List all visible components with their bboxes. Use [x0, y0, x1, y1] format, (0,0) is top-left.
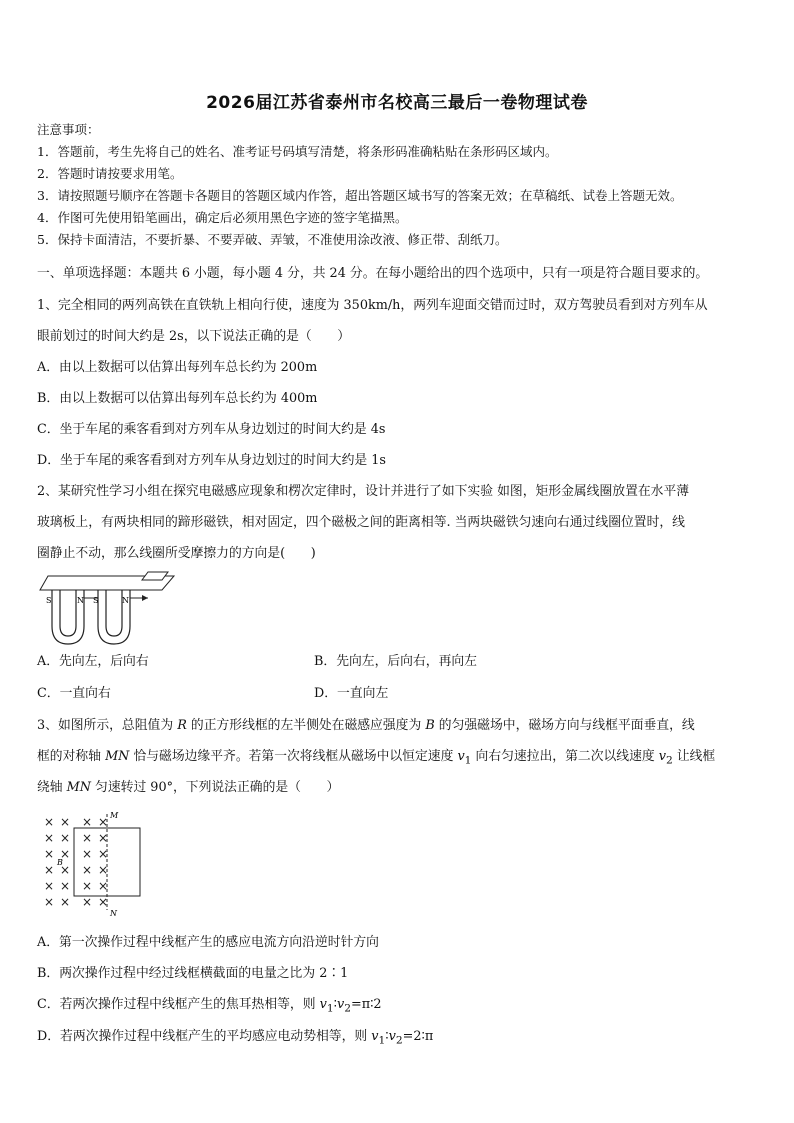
field-cross: × — [44, 895, 55, 909]
field-cross: × — [44, 863, 55, 877]
q1-option-a: A．由以上数据可以估算出每列车总长约为 200m — [37, 360, 318, 375]
q3-field-figure — [38, 806, 148, 918]
notice-item-4: 4．作图可先使用铅笔画出，确定后必须用黑色字迹的签字笔描黑。 — [37, 210, 408, 225]
notice-item-1: 1．答题前，考生先将自己的姓名、准考证号码填写清楚，将条形码准确粘贴在条形码区域内。 — [37, 144, 558, 159]
pole-label-n2: N — [122, 596, 129, 605]
page-title: 2026届江苏省泰州市名校高三最后一卷物理试卷 — [206, 93, 588, 113]
q3-var-v2: v — [388, 1029, 396, 1044]
q3-sub: 1 — [464, 753, 472, 767]
q3-option-a: A．第一次操作过程中线框产生的感应电流方向沿逆时针方向 — [37, 935, 379, 950]
coil-rect — [142, 572, 168, 580]
q2-option-c: C．一直向右 — [37, 686, 111, 701]
field-cross: × — [60, 831, 71, 845]
q3-var-b: B — [425, 718, 435, 733]
q3-var-r: R — [177, 718, 187, 733]
q3-text: 框的对称轴 — [37, 749, 106, 764]
field-cross: × — [98, 879, 109, 893]
pole-label-n1: N — [77, 596, 84, 605]
field-cross: × — [60, 847, 71, 861]
field-cross: × — [98, 863, 109, 877]
q3-var-v2: v — [658, 749, 666, 764]
notice-item-3: 3．请按照题号顺序在答题卡各题目的答题区域内作答，超出答题区域书写的答案无效；在草稿纸、试卷上答题无效。 — [37, 188, 683, 203]
field-cross: × — [82, 895, 93, 909]
q3-var-mn: MN — [105, 749, 130, 764]
field-cross: × — [60, 863, 71, 877]
q3-text: 恰与磁场边缘平齐。若第一次将线框从磁场中以恒定速度 — [129, 749, 458, 764]
q3-text: 绕轴 — [37, 780, 67, 795]
pole-label-s1: S — [46, 596, 52, 605]
label-m: M — [110, 811, 119, 820]
q3-stem-line3 — [37, 780, 339, 796]
q3-var-v1: v — [319, 997, 327, 1012]
q3-stem-line2 — [37, 749, 715, 769]
field-cross: × — [44, 847, 55, 861]
q3-text: =π∶2 — [350, 997, 382, 1012]
q3-var-v1: v — [371, 1029, 379, 1044]
q1-stem-line1: 1、完全相同的两列高铁在直铁轨上相向行使，速度为 350km/h，两列车迎面交错而过时，双方驾驶员看到对方列车从 — [37, 298, 708, 313]
q2-stem-line2: 玻璃板上，有两块相同的蹄形磁铁，相对固定，四个磁极之间的距离相等. 当两块磁铁匀速向右通过线圈位置时，线 — [37, 515, 685, 530]
q3-option-c — [37, 997, 382, 1017]
q2-option-b: B．先向左，后向右，再向左 — [314, 654, 477, 669]
q3-option-d — [37, 1029, 433, 1049]
q1-option-b: B．由以上数据可以估算出每列车总长约为 400m — [37, 391, 318, 406]
q3-text: 让线框 — [672, 749, 716, 764]
field-cross: × — [44, 831, 55, 845]
q3-text: 的正方形线框的左半侧处在磁感应强度为 — [186, 718, 426, 733]
q1-option-d: D．坐于车尾的乘客看到对方列车从身边划过的时间大约是 1s — [37, 453, 386, 468]
q3-text: =2∶π — [402, 1029, 434, 1044]
q2-option-a: A．先向左，后向右 — [37, 654, 149, 669]
q3-text: D．若两次操作过程中线框产生的平均感应电动势相等，则 — [37, 1029, 372, 1044]
notice-heading: 注意事项： — [37, 122, 100, 137]
q3-text: 匀速转过 90°，下列说法正确的是（ ） — [90, 780, 340, 795]
q3-text: 3、如图所示，总阻值为 — [37, 718, 178, 733]
notice-item-5: 5．保持卡面清洁，不要折暴、不要弄破、弄皱，不准使用涂改液、修正带、刮纸刀。 — [37, 232, 508, 247]
q3-sub: 2 — [344, 1001, 351, 1015]
q3-stem-line1 — [37, 718, 695, 734]
q1-stem-line2: 眼前划过的时间大约是 2s，以下说法正确的是（ ） — [37, 329, 351, 344]
field-cross: × — [98, 847, 109, 861]
q3-var-v1: v — [457, 749, 465, 764]
q3-text: 向右匀速拉出，第二次以线速度 — [471, 749, 659, 764]
field-cross: × — [60, 815, 71, 829]
field-cross: × — [98, 895, 109, 909]
field-cross: × — [44, 879, 55, 893]
field-cross: × — [82, 863, 93, 877]
q3-text: ∶ — [385, 1029, 389, 1044]
label-b: B — [57, 858, 63, 867]
q2-option-d: D．一直向左 — [314, 686, 389, 701]
field-cross: × — [98, 815, 109, 829]
q3-text: ∶ — [333, 997, 337, 1012]
pole-label-s2: S — [93, 596, 99, 605]
arrow-right-icon — [142, 595, 148, 601]
q1-option-c: C．坐于车尾的乘客看到对方列车从身边划过的时间大约是 4s — [37, 422, 386, 437]
q3-var-mn: MN — [66, 780, 91, 795]
q3-sub: 1 — [378, 1033, 386, 1047]
field-cross: × — [82, 847, 93, 861]
q3-sub: 2 — [665, 753, 673, 767]
field-cross: × — [44, 815, 55, 829]
q2-magnet-figure — [38, 566, 188, 650]
q2-stem-line1: 2、某研究性学习小组在探究电磁感应现象和楞次定律时，设计并进行了如下实验 如图，矩形金属线圈放置在水平薄 — [37, 484, 690, 499]
field-cross: × — [82, 879, 93, 893]
field-cross: × — [60, 895, 71, 909]
notice-item-2: 2．答题时请按要求用笔。 — [37, 166, 183, 181]
field-cross: × — [82, 831, 93, 845]
q3-sub: 1 — [326, 1001, 334, 1015]
q3-sub: 2 — [395, 1033, 403, 1047]
field-cross: × — [82, 815, 93, 829]
label-n: N — [110, 909, 117, 918]
section-heading: 一、单项选择题：本题共 6 小题，每小题 4 分，共 24 分。在每小题给出的四个选项中，只有一项是符合题目要求的。 — [37, 266, 709, 281]
q2-stem-line3: 圈静止不动，那么线圈所受摩擦力的方向是( ) — [37, 546, 316, 561]
q3-option-b: B．两次操作过程中经过线框横截面的电量之比为 2∶1 — [37, 966, 349, 981]
q3-var-v2: v — [336, 997, 345, 1012]
q3-text: 的匀强磁场中，磁场方向与线框平面垂直，线 — [434, 718, 695, 733]
field-cross: × — [60, 879, 71, 893]
field-cross: × — [98, 831, 109, 845]
q3-text: C．若两次操作过程中线框产生的焦耳热相等，则 — [37, 997, 320, 1012]
